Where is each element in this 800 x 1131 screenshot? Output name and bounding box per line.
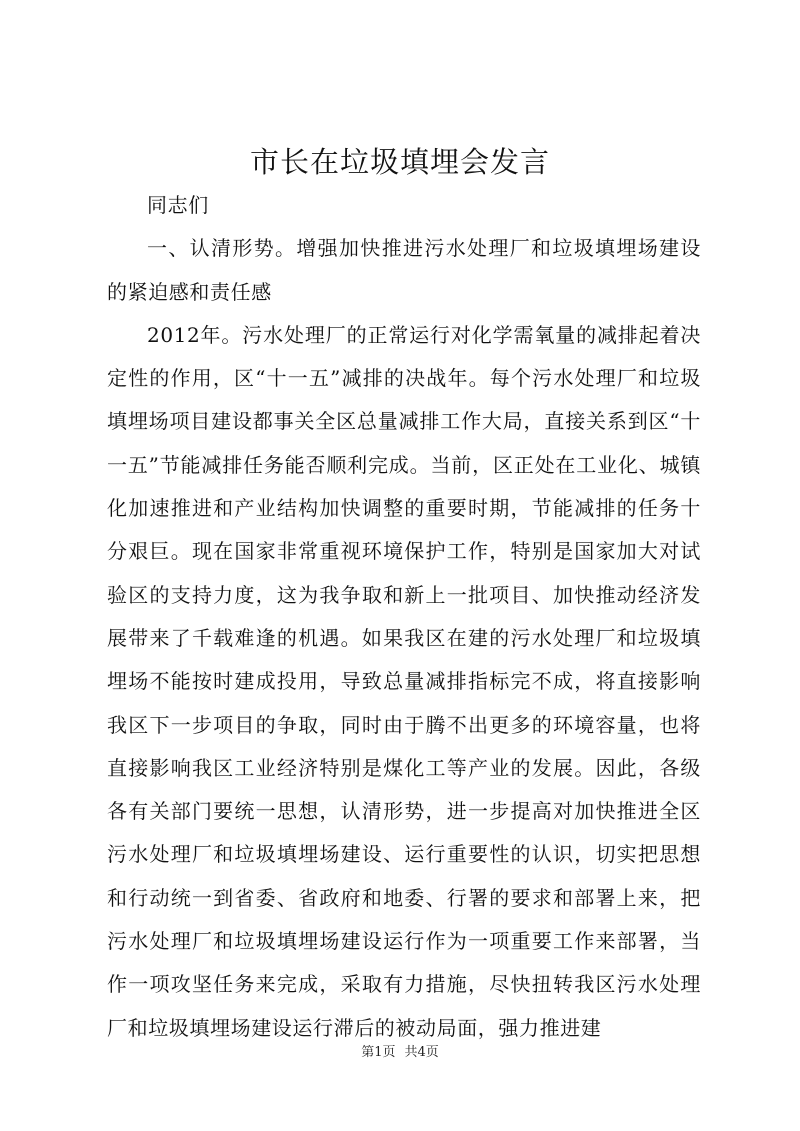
document-body xyxy=(107,184,701,1050)
page-footer xyxy=(0,1043,800,1063)
section-heading-paragraph: 一、认清形势。增强加快推进污水处理厂和垃圾填埋场建设的紧迫感和责任感 xyxy=(107,236,701,304)
page-number: 第1页 xyxy=(361,1045,396,1060)
page-total: 共4页 xyxy=(404,1045,439,1060)
salutation-paragraph: 同志们 xyxy=(147,193,209,217)
body-paragraph: 2012年。污水处理厂的正常运行对化学需氧量的减排起着决定性的作用，区“十一五”减排的决战年。每个污水处理厂和垃圾填埋场项目建设都事关全区总量减排工作大局，直接关系到区“十一五”节能减排任务能否顺利完成。当前，区正处在工业化、城镇化加速推进和产业结构加快调整的重要时期，节能减排的任务十分艰巨。现在国家非常重视环境保护工作，特别是国家加大对试验区的支持力度，这为我争取和新上一批项目、加快推动经济发展带来了千载难逢的机遇。如果我区在建的污水处理厂和垃圾填埋场不能按时建成投用，导致总量减排指标完不成，将直接影响我区下一步项目的争取，同时由于腾不出更多的环境容量，也将直接影响我区工业经济特别是煤化工等产业的发展。因此，各级各有关部门要统一思想，认清形势，进一步提高对加快推进全区污水处理厂和垃圾填埋场建设、运行重要性的认识，切实把思想和行动统一到省委、省政府和地委、行署的要求和部署上来，把污水处理厂和垃圾填埋场建设运行作为一项重要工作来部署，当作一项攻坚任务来完成，采取有力措施，尽快扭转我区污水处理厂和垃圾填埋场建设运行滞后的被动局面，强力推进建 xyxy=(107,322,701,1040)
page-title: 市长在垃圾填埋会发言 xyxy=(249,145,550,179)
